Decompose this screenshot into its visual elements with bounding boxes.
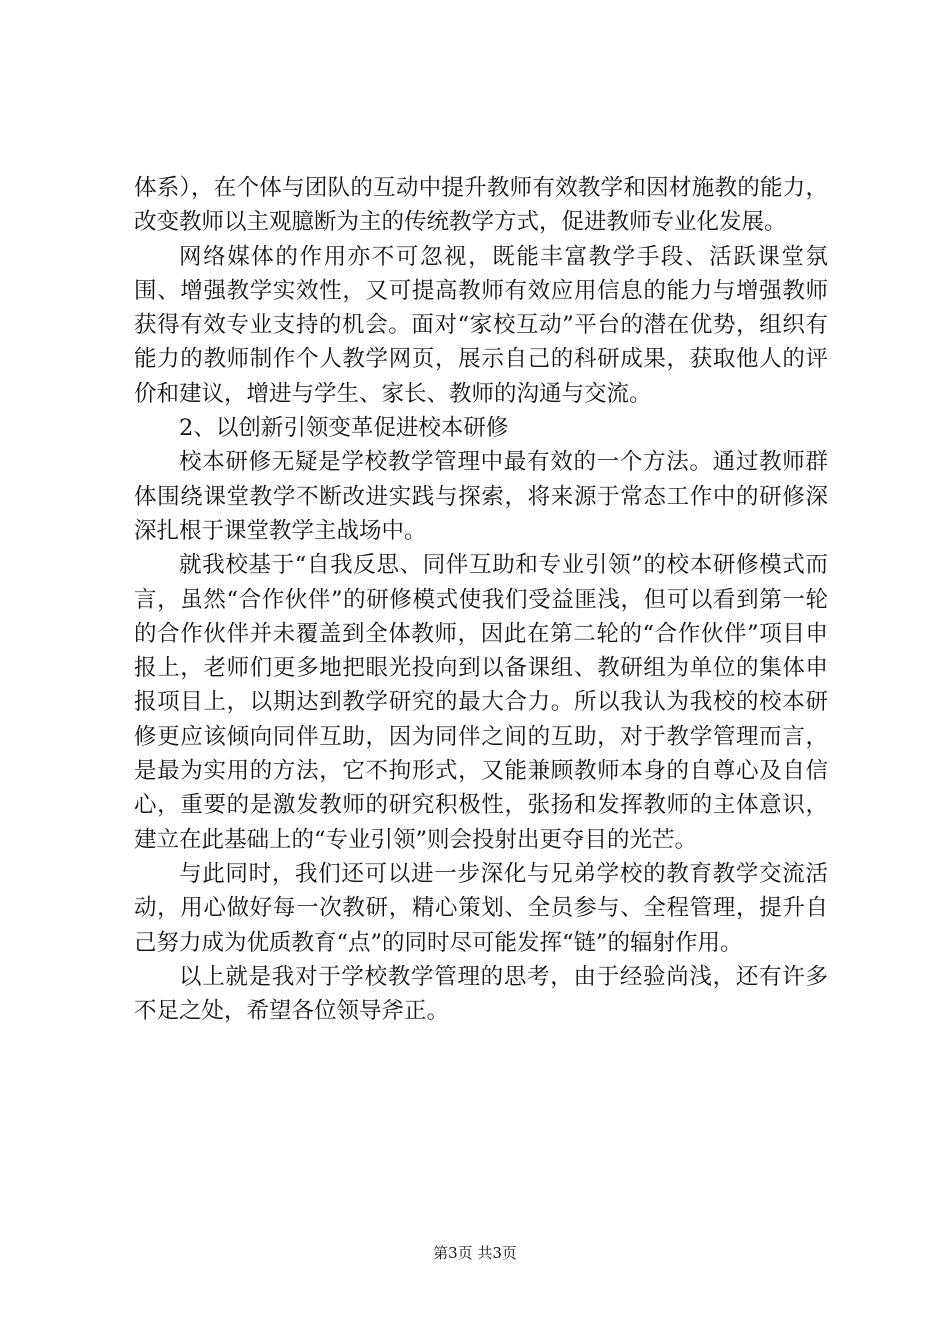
page-footer <box>0 1243 950 1263</box>
page-number-label: 第3页 共3页 <box>433 1244 517 1262</box>
document-body <box>134 171 828 1028</box>
paragraph-3: 校本研修无疑是学校教学管理中最有效的一个方法。通过教师群体围绕课堂教学不断改进实践与探索，将来源于常态工作中的研修深深扎根于课堂教学主战场中。 <box>134 449 828 544</box>
paragraph-2: 网络媒体的作用亦不可忽视，既能丰富教学手段、活跃课堂氛围、增强教学实效性，又可提高教师有效应用信息的能力与增强教师获得有效专业支持的机会。面对“家校互动”平台的潜在优势，组织有能力的教师制作个人教学网页，展示自己的科研成果，获取他人的评价和建议，增进与学生、家长、教师的沟通与交流。 <box>134 243 828 407</box>
paragraph-6: 以上就是我对于学校教学管理的思考，由于经验尚浅，还有许多不足之处，希望各位领导斧正。 <box>134 963 828 1025</box>
paragraph-1: 体系），在个体与团队的互动中提升教师有效教学和因材施教的能力，改变教师以主观臆断为主的传统教学方式，促进教师专业化发展。 <box>134 175 828 236</box>
paragraph-4: 就我校基于“自我反思、同伴互助和专业引领”的校本研修模式而言，虽然“合作伙伴”的研修模式使我们受益匪浅，但可以看到第一轮的合作伙伴并未覆盖到全体教师，因此在第二轮的“合作伙伴”项目申报上，老师们更多地把眼光投向到以备课组、教研组为单位的集体申报项目上，以期达到教学研究的最大合力。所以我认为我校的校本研修更应该倾向同伴互助，因为同伴之间的互助，对于教学管理而言，是最为实用的方法，它不拘形式，又能兼顾教师本身的自尊心及自信心，重要的是激发教师的研究积极性，张扬和发挥教师的主体意识，建立在此基础上的“专业引领”则会投射出更夺目的光芒。 <box>134 552 828 853</box>
paragraph-5: 与此同时，我们还可以进一步深化与兄弟学校的教育教学交流活动，用心做好每一次教研，精心策划、全员参与、全程管理，提升自己努力成为优质教育“点”的同时尽可能发挥“链”的辐射作用。 <box>134 860 828 956</box>
section-heading: 2、以创新引领变革促进校本研修 <box>179 415 509 442</box>
